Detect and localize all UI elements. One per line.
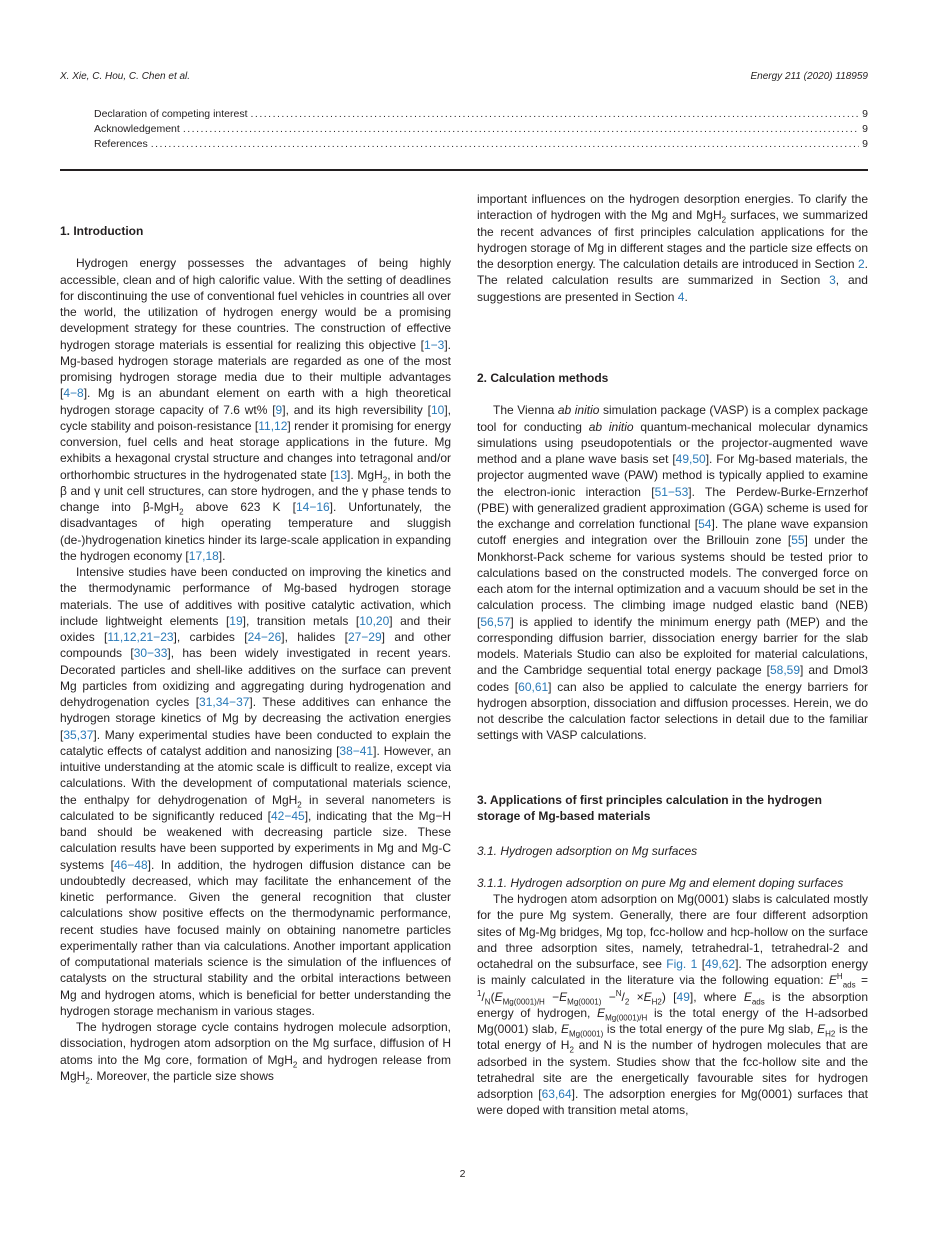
paragraph: important influences on the hydrogen desorption energies. To clarify the interaction of hydrogen with the Mg and MgH$_2$ surfaces, we summarized the recent advances of first principles calculation applications for the hydrogen storage of Mg in different stages and the particle size effects on the desorption energy. The calculation details are introduced in Section 2. The related calculation results are summarized in Section 3, and suggestions are presented in Section 4.	[477, 192, 868, 304]
italic-text: E	[743, 989, 752, 1004]
citation-link[interactable]: 31,34−37	[199, 695, 250, 709]
subscript: 2	[292, 1059, 298, 1069]
subscript: Mg(0001)/H	[502, 996, 545, 1006]
subsection-heading: 3.1. Hydrogen adsorption on Mg surfaces	[477, 843, 698, 858]
right-column-applications	[477, 792, 868, 1119]
subscript: H2	[651, 996, 662, 1006]
cross-reference-link[interactable]: Fig. 1	[666, 957, 698, 971]
subscript: H2	[825, 1029, 836, 1039]
superscript: H	[836, 972, 843, 982]
subscript: 2	[382, 474, 388, 484]
citation-link[interactable]: 14−16	[295, 500, 330, 514]
citation-link[interactable]: 9	[275, 402, 283, 417]
subscript: 2	[179, 507, 184, 517]
italic-text: ab initio	[588, 419, 634, 434]
toc-leader	[251, 108, 860, 120]
citation-link[interactable]: 49,62	[705, 957, 736, 971]
section-heading-applications: 3. Applications of first principles calculation in the hydrogen storage of Mg-based materials	[477, 793, 822, 824]
right-column-methods	[477, 370, 868, 744]
citation-link[interactable]: 51−53	[654, 484, 689, 499]
italic-text: E	[561, 1022, 570, 1036]
toc-label: Acknowledgement	[94, 123, 180, 135]
subscript: 2	[569, 1045, 574, 1055]
toc-leader	[183, 123, 859, 135]
paragraph: The hydrogen atom adsorption on Mg(0001) slabs is calculated mostly for the pure Mg system. Generally, there are four different adsorption sites of Mg-Mg bridges, Mg top, fcc-hollow and hcp-hollow on the surface and three adsorption sites, namely, tetrahedral-1, tetrahedral-2 and octahedral on the subsurface, see Fig. 1 [49,62]. The adsorption energy is mainly calculated in the literature via the following equation: $E^H_{ads} = ^1/_N(E_{Mg(0001)/H} -E_{Mg(0001)} -^N/_2 \times E_{H2})$ [49], where $E_{ads}$ is the absorption energy of hydrogen, $E_{Mg(0001)/H}$ is the total energy of the H-adsorbed Mg(0001) slab, $E_{Mg(0001)}$ is the total energy of the pure Mg slab, $E_{H2}$ is the total energy of $H_2$ and N is the number of hydrogen molecules that are adsorbed in the system. Studies show that the fcc-hollow site and the tetrahedral site are the energetically favourable sites for hydrogen adsorption [63,64]. The adsorption energies for Mg(0001) surfaces that were doped with transition metal atoms,	[477, 892, 869, 1118]
citation-link[interactable]: 49,50	[675, 452, 706, 466]
citation-link[interactable]: 10,20	[359, 613, 390, 628]
subscript: 2	[721, 215, 727, 225]
subscript: ads	[751, 996, 765, 1006]
citation-link[interactable]: 4−8	[63, 386, 84, 401]
italic-text: E	[494, 989, 503, 1004]
toc-page: 9	[862, 108, 868, 120]
citation-link[interactable]: 35,37	[63, 727, 94, 742]
toc-item[interactable]	[94, 123, 868, 135]
italic-text: E	[597, 1005, 606, 1020]
subscript: Mg(0001)	[569, 1029, 604, 1039]
citation-link[interactable]: 55	[791, 533, 805, 548]
citation-link[interactable]: 11,12	[258, 418, 288, 433]
running-header-authors: X. Xie, C. Hou, C. Chen et al.	[60, 71, 191, 82]
citation-link[interactable]: 42−45	[270, 808, 305, 823]
citation-link[interactable]: 60,61	[518, 679, 549, 694]
citation-link[interactable]: 10	[430, 402, 445, 417]
subscript: N	[484, 996, 491, 1006]
toc-page: 9	[862, 138, 868, 150]
paragraph: The hydrogen storage cycle contains hydrogen molecule adsorption, dissociation, hydrogen atom adsorption on the Mg surface, diffusion of H atoms into the Mg core, formation of MgH$_2$ and hydrogen release from MgH$_2$. Moreover, the particle size shows	[60, 1020, 451, 1086]
superscript: N	[615, 988, 622, 998]
subscript: Mg(0001)	[567, 996, 602, 1006]
toc-leader	[151, 138, 859, 150]
superscript: 1	[477, 988, 482, 998]
right-column-top	[477, 191, 868, 305]
italic-text: ab initio	[557, 403, 600, 418]
toc-item[interactable]	[94, 108, 868, 120]
subscript: 2	[624, 996, 630, 1006]
citation-link[interactable]: 19	[229, 613, 243, 628]
citation-link[interactable]: 17,18	[188, 548, 219, 563]
citation-link[interactable]: 58,59	[769, 663, 801, 678]
citation-link[interactable]: 24−26	[247, 630, 282, 644]
citation-link[interactable]: 54	[698, 517, 712, 531]
subscript: Mg(0001)/H	[605, 1013, 648, 1023]
toc-item[interactable]	[94, 138, 868, 150]
left-column	[60, 223, 451, 1084]
running-header-journal: Energy 211 (2020) 118959	[750, 71, 868, 82]
citation-link[interactable]: 27−29	[347, 630, 382, 644]
italic-text: E	[817, 1022, 826, 1036]
section-heading-methods: 2. Calculation methods	[477, 371, 609, 385]
section-heading-introduction: 1. Introduction	[60, 224, 144, 238]
toc-label: Declaration of competing interest	[94, 108, 248, 120]
citation-link[interactable]: 63,64	[541, 1087, 572, 1101]
toc-label: References	[94, 138, 148, 150]
subscript: 2	[85, 1076, 90, 1086]
italic-text: E	[643, 989, 652, 1004]
citation-link[interactable]: 46−48	[113, 857, 148, 872]
subscript: 2	[297, 799, 302, 809]
subsubsection-heading: 3.1.1. Hydrogen adsorption on pure Mg and element doping surfaces	[477, 875, 844, 890]
citation-link[interactable]: 49	[676, 989, 690, 1004]
citation-link[interactable]: 11,12,21−23	[107, 630, 174, 644]
citation-link[interactable]: 30−33	[133, 646, 168, 661]
italic-text: E	[828, 973, 837, 988]
cross-reference-link[interactable]: 2	[857, 257, 865, 271]
citation-link[interactable]: 1−3	[423, 337, 445, 352]
citation-link[interactable]: 56,57	[480, 614, 511, 629]
paragraph: The Vienna ab initio simulation package (VASP) is a complex package tool for conducting ab initio quantum-mechanical molecular dynamics simulations using pseudopotentials or the projector-augmented wave method and a plane wave basis set [49,50]. For Mg-based materials, the projector augmented wave (PAW) method is typically applied to examine the electron-ionic interaction [51−53]. The Perdew-Burke-Ernzerhof (PBE) with generalized gradient approximation (GGA) scheme is used for the exchange and correlation functional [54]. The plane wave expansion cutoff energies and integration over the Brillouin zone [55] under the Monkhorst-Pack scheme for various systems should be tested prior to calculations based on the constructed models. The converged force on each atom for the internal optimization and a vacuum should be set in the calculation process. The climbing image nudged elastic band (NEB) [56,57] is applied to identify the minimum energy path (MEP) and the corresponding diffusion barrier, dissociation energy barrier for the slab models. Materials Studio can also be exploited for material calculations, and the Cambridge sequential total energy package [58,59] and Dmol3 codes [60,61] can also be applied to calculate the energy barriers for hydrogen absorption, dissociation and diffusion processes. Herein, we do not describe the calculation factor selections in detail due to the familiar settings with VASP calculations.	[477, 403, 869, 743]
cross-reference-link[interactable]: 4	[677, 289, 685, 304]
citation-link[interactable]: 38−41	[339, 743, 374, 758]
paragraph: Intensive studies have been conducted on improving the kinetics and the thermodynamic performance of Mg-based hydrogen storage materials. The use of additives with positive catalytic activation, which include lightweight elements [19], transition metals [10,20] and their oxides [11,12,21−23], carbides [24−26], halides [27−29] and other compounds [30−33], has been widely investigated in recent years. Decorated particles and shell-like additives on the surface can prevent Mg particles from oxidizing and aggregating during hydrogenation and dehydrogenation cycles [31,34−37]. These additives can enhance the hydrogen storage kinetics of Mg by decreasing the activation energies [35,37]. Many experimental studies have been conducted to explain the catalytic effects of catalyst addition and nanosizing [38−41]. However, an intuitive understanding at the atomic scale is difficult to realize, except via calculations. With the development of computational materials science, the enthalpy for dehydrogenation of MgH$_2$ in several nanometers is calculated to be significantly reduced [42−45], indicating that the Mg−H band should be weakened with decreasing particle size. These calculation results have been supported by experiments in Mg and Mg-C systems [46−48]. In addition, the hydrogen diffusion distance can be undoubtedly decreased, which may facilitate the enhancement of the kinetic performance. Given the general recognition that cluster calculations show positive effects on the thermodynamic performance, recent studies have focused mainly on obtaining nanometre particles experimentally rather than via calculations. Another important application of computational materials science is the simulation of the influences of catalysts on the structural stability and the orbital interactions between Mg and hydrogen atoms, which is beneficial for better understanding the hydrogen storage mechanism in various stages.	[60, 565, 452, 1018]
citation-link[interactable]: 13	[333, 467, 348, 482]
italic-text: E	[559, 989, 568, 1004]
divider-rule	[60, 169, 868, 171]
paragraph: Hydrogen energy possesses the advantages of being highly accessible, clean and of high calorific value. With the setting of deadlines for discontinuing the use of conventional fuel vehicles in countries all over the world, the utilization of hydrogen energy would be a promising development strategy for these countries. The construction of effective hydrogen storage materials is essential for realizing this objective [1−3]. Mg-based hydrogen storage materials are regarded as one of the most promising hydrogen storage media due to their multiple advantages [4−8]. Mg is an abundant element on earth with a high theoretical hydrogen storage capacity of 7.6 wt% [9], and its high reversibility [10], cycle stability and poison-resistance [11,12] render it promising for energy conversion, fuel cells and heat storage applications in the future. Mg exhibits a hexagonal crystal structure and changes into tetragonal and/or orthorhombic structures in the hydrogenated state [13]. MgH$_2$, in both the β and γ unit cell structures, can store hydrogen, and the γ phase tends to change into β-MgH$_2$ above 623 K [14−16]. Unfortunately, the disadvantages of high operating temperature and sluggish (de-)hydrogenation kinetics hinder its large-scale application in expanding the hydrogen economy [17,18].	[60, 256, 452, 563]
subscript: ads	[842, 980, 856, 990]
toc-page: 9	[862, 123, 868, 135]
cross-reference-link[interactable]: 3	[829, 273, 836, 288]
page-number: 2	[459, 1168, 466, 1180]
